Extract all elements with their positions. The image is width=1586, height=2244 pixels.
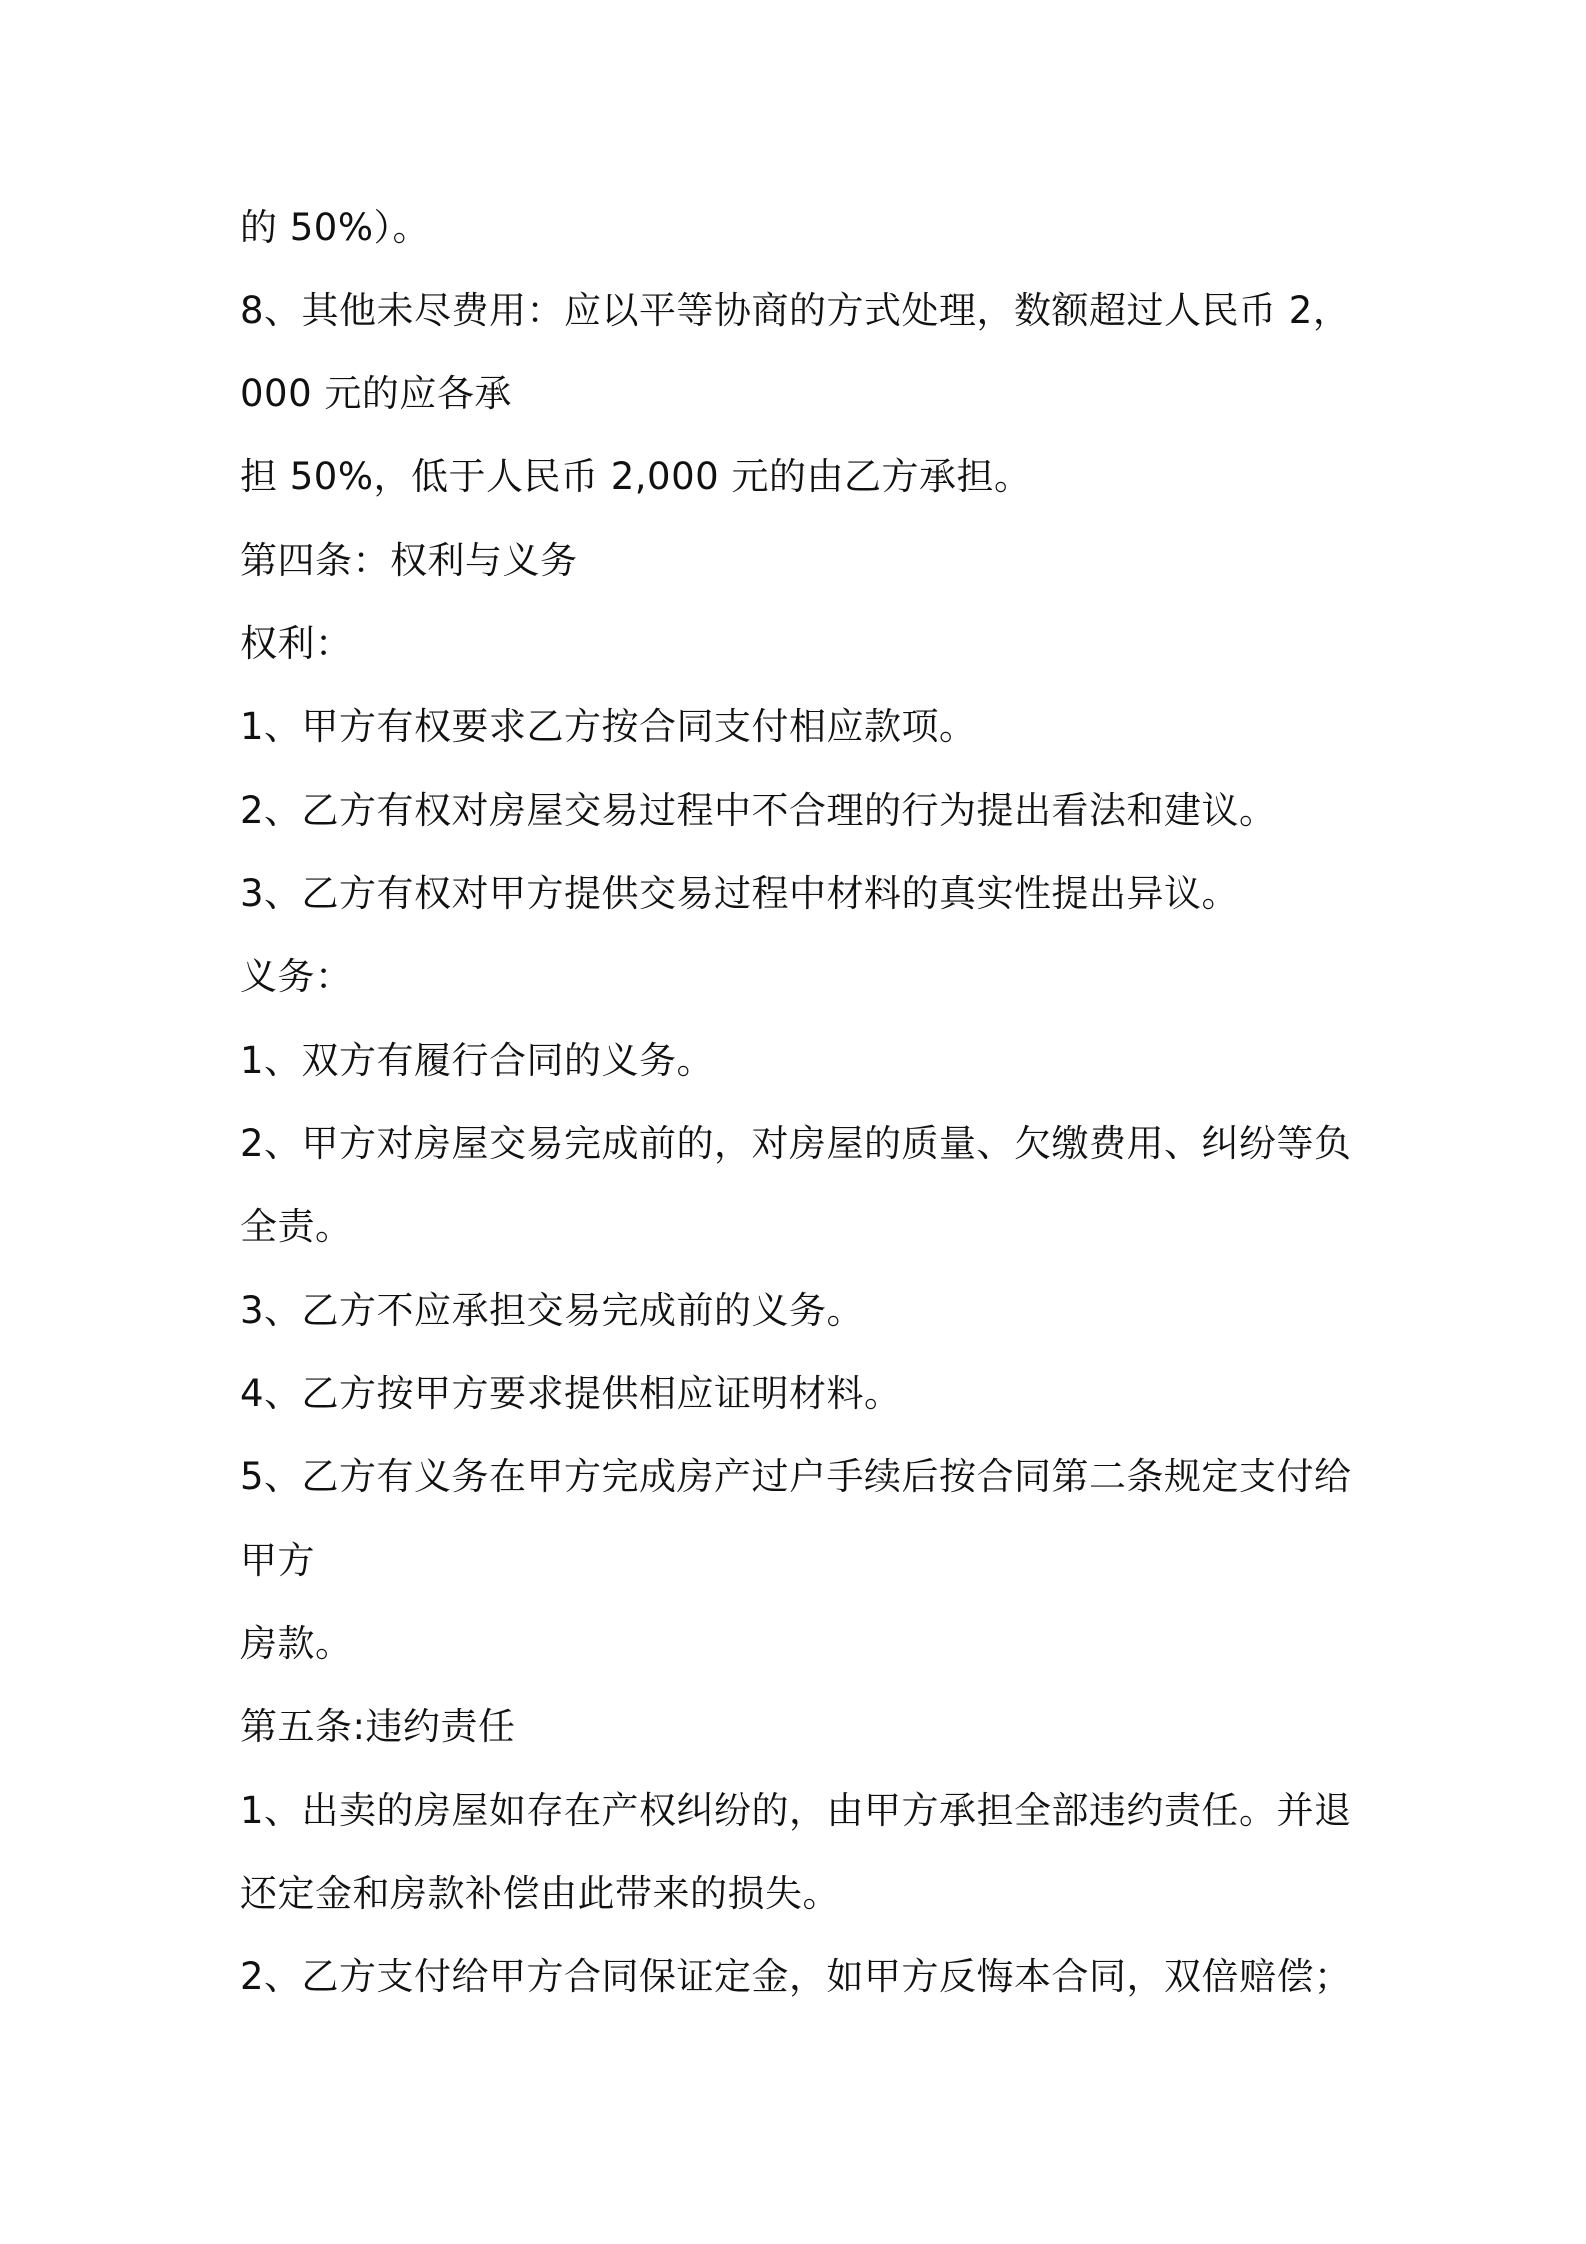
text-line: 房款。 xyxy=(240,1622,353,1665)
list-item: 1、双方有履行合同的义务。 xyxy=(240,1039,715,1082)
list-item: 3、乙方不应承担交易完成前的义务。 xyxy=(240,1289,865,1332)
list-item: 2、乙方有权对房屋交易过程中不合理的行为提出看法和建议。 xyxy=(240,789,1277,832)
list-item: 1、甲方有权要求乙方按合同支付相应款项。 xyxy=(240,705,977,748)
list-item: 2、甲方对房屋交易完成前的，对房屋的质量、欠缴费用、纠纷等负 xyxy=(240,1122,1352,1165)
text-line: 还定金和房款补偿由此带来的损失。 xyxy=(240,1872,840,1915)
subheading-rights: 权利： xyxy=(240,622,353,665)
list-item: 3、乙方有权对甲方提供交易过程中材料的真实性提出异议。 xyxy=(240,872,1240,915)
subheading-obligations: 义务： xyxy=(240,955,353,998)
list-item: 5、乙方有义务在甲方完成房产过户手续后按合同第二条规定支付给 xyxy=(240,1455,1352,1498)
text-line: 8、其他未尽费用：应以平等协商的方式处理，数额超过人民币 2， xyxy=(240,289,1351,332)
section-heading-4: 第四条：权利与义务 xyxy=(240,539,578,582)
list-item: 2、乙方支付给甲方合同保证定金，如甲方反悔本合同，双倍赔偿； xyxy=(240,1955,1352,1998)
text-line: 000 元的应各承 xyxy=(240,372,512,415)
text-line: 全责。 xyxy=(240,1205,353,1248)
text-line: 担 50%，低于人民币 2,000 元的由乙方承担。 xyxy=(240,455,1032,498)
list-item: 1、出卖的房屋如存在产权纠纷的，由甲方承担全部违约责任。并退 xyxy=(240,1789,1352,1832)
section-heading-5: 第五条:违约责任 xyxy=(240,1705,516,1748)
text-line: 甲方 xyxy=(240,1539,315,1582)
text-line: 的 50%）。 xyxy=(240,206,430,249)
list-item: 4、乙方按甲方要求提供相应证明材料。 xyxy=(240,1372,902,1415)
